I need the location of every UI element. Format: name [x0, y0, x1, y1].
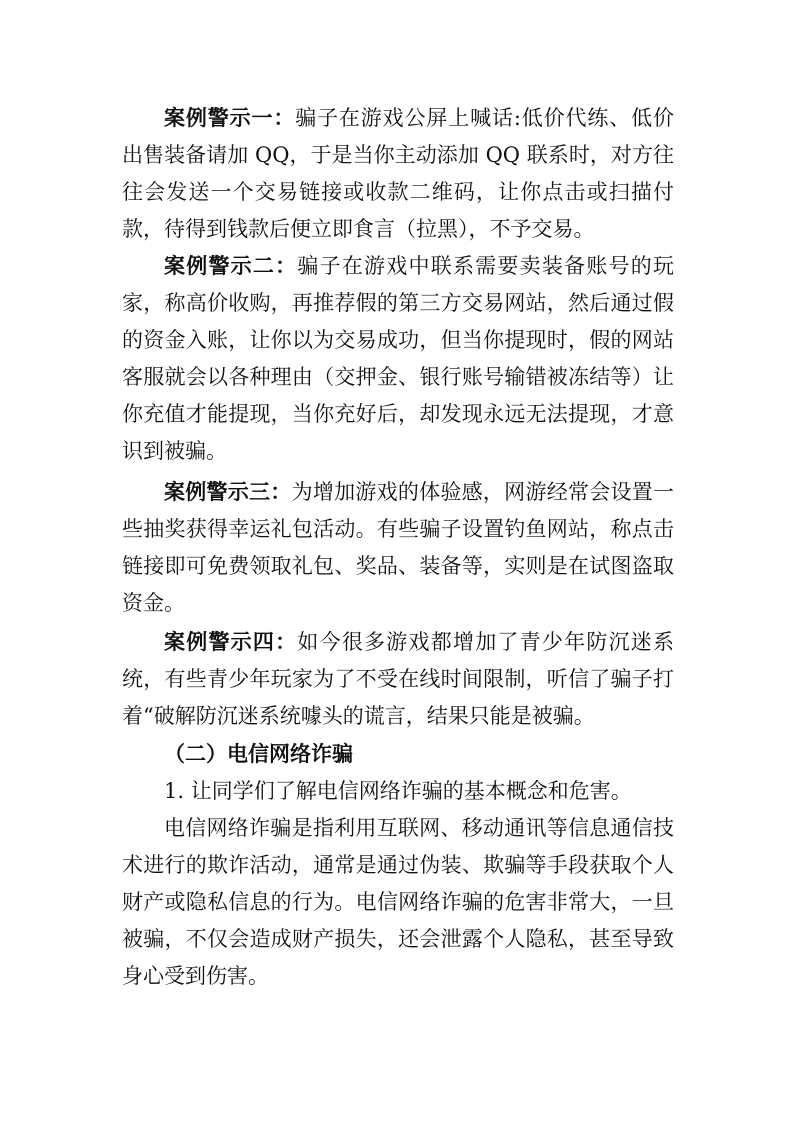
case-warning-2-text: 骗子在游戏中联系需要卖装备账号的玩家，称高价收购，再推荐假的第三方交易网站，然后通过假的资金入账，让你以为交易成功，但当你提现时，假的网站客服就会以各种理由（交押金、银行账号输错被冻结等）让你充值才能提现，当你充好后，却发现永远无法提现，才意识到被骗。: [122, 254, 675, 463]
case-warning-1: [122, 100, 674, 248]
definition-paragraph: 电信网络诈骗是指利用互联网、移动通讯等信息通信技术进行的欺诈活动，通常是通过伪装、欺骗等手段获取个人财产或隐私信息的行为。电信网络诈骗的危害非常大，一旦被骗，不仅会造成财产损失，还会泄露个人隐私，甚至导致身心受到伤害。: [122, 816, 674, 988]
case-warning-3-label: 案例警示三：: [164, 480, 292, 504]
case-warning-3: [122, 474, 674, 622]
case-warning-1-text: 骗子在游戏公屏上喊话:低价代练、低价出售装备请加 QQ，于是当你主动添加 QQ 联系时，对方往往会发送一个交易链接或收款二维码，让你点击或扫描付款，待得到钱款后便立即食言（拉黑），不予交易。: [122, 106, 675, 241]
case-warning-2: [122, 248, 674, 470]
case-warning-4-label: 案例警示四：: [164, 630, 298, 654]
case-warning-4-text: 如今很多游戏都增加了青少年防沉迷系统，有些青少年玩家为了不受在线时间限制，听信了骗子打着“破解防沉迷系统噱头的谎言，结果只能是被骗。: [122, 630, 675, 728]
case-warning-4: [122, 624, 674, 735]
case-warning-2-label: 案例警示二：: [164, 254, 298, 278]
case-warning-1-label: 案例警示一：: [164, 106, 296, 130]
case-warning-3-text: 为增加游戏的体验感，网游经常会设置一些抽奖获得幸运礼包活动。有些骗子设置钓鱼网站，称点击链接即可免费领取礼包、奖品、装备等，实则是在试图盗取资金。: [122, 480, 675, 615]
section-heading: （二）电信网络诈骗: [164, 742, 353, 766]
numbered-item-1: 1. 让同学们了解电信网络诈骗的基本概念和危害。: [164, 779, 632, 803]
